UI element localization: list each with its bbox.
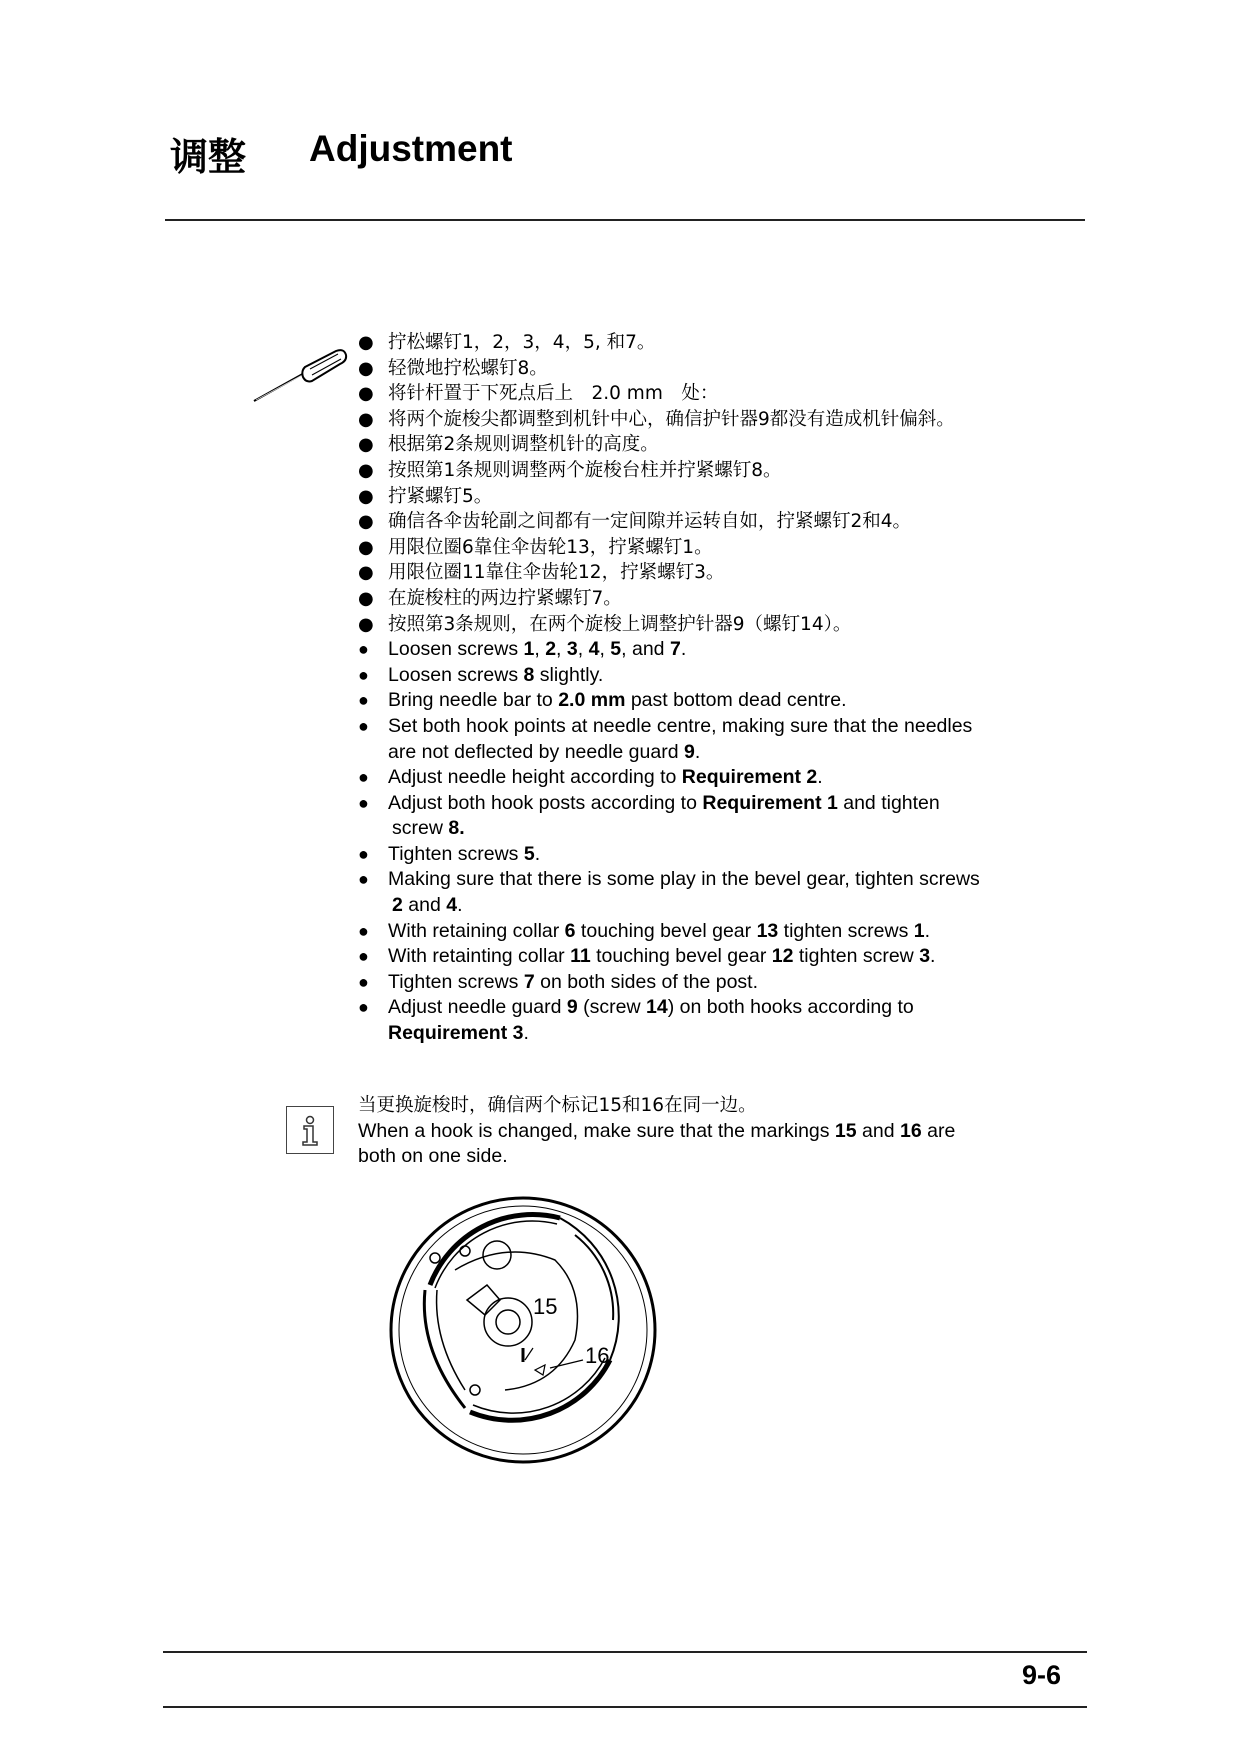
list-item: ● Adjust both hook posts according to Requirement 1 and tighten screw 8. <box>358 791 940 840</box>
bullet-icon: ● <box>358 690 369 711</box>
bullet-icon: ● <box>358 613 374 635</box>
bullet-icon: ● <box>358 536 374 558</box>
list-item: ● Making sure that there is some play in the bevel gear, tighten screws 2 and 4. <box>358 868 980 917</box>
marking-label-15: 15 <box>533 1294 558 1319</box>
bullet-icon: ● <box>358 997 369 1018</box>
list-item: ● 用限位圈6靠住伞齿轮13，拧紧螺钉1。 <box>358 535 1078 561</box>
bullet-icon: ● <box>358 332 374 353</box>
bullet-icon: ● <box>358 767 369 788</box>
page-title-chinese: 调整 <box>170 135 247 179</box>
list-item: ● 确信各伞齿轮副之间都有一定间隙并运转自如，拧紧螺钉2和4。 <box>358 509 1078 535</box>
bullet-icon: ● <box>358 639 369 660</box>
screwdriver-icon <box>250 345 350 405</box>
bullet-icon: ● <box>358 715 369 736</box>
list-item: ● 拧紧螺钉5。 <box>358 484 1078 510</box>
bullet-icon: ● <box>358 511 374 533</box>
page-number: 9-6 <box>1022 1660 1062 1690</box>
list-item: ● 按照第3条规则，在两个旋梭上调整护针器9（螺钉14）。 <box>358 612 1078 638</box>
bullet-icon: ● <box>358 843 369 864</box>
info-icon <box>286 1106 334 1154</box>
list-item: ● 在旋梭柱的两边拧紧螺钉7。 <box>358 586 1078 612</box>
list-item: ● Tighten screws 5. <box>358 842 1078 868</box>
list-item: ● 用限位圈11靠住伞齿轮12，拧紧螺钉3。 <box>358 560 1078 586</box>
bullet-icon: ● <box>358 946 369 967</box>
list-item: ● 将针杆置于下死点后上 2.0 mm 处： <box>358 381 1078 407</box>
list-item: ● 轻微地拧松螺钉8。 <box>358 356 1078 382</box>
page-title: Adjustment <box>309 128 513 169</box>
list-item: ● Tighten screws 7 on both sides of the post. <box>358 970 1078 996</box>
hook-diagram <box>385 1190 665 1470</box>
list-item: ● Loosen screws 1, 2, 3, 4, 5, and 7. <box>358 637 1078 663</box>
bullet-icon: ● <box>358 408 374 430</box>
bullet-icon: ● <box>358 920 369 941</box>
bullet-icon: ● <box>358 434 374 456</box>
bullet-icon: ● <box>358 792 369 813</box>
list-item: ● With retainting collar 11 touching bevel gear 12 tighten screw 3. <box>358 944 1078 970</box>
list-item: ● Set both hook points at needle centre, making sure that the needles are not deflected by needle guard 9. <box>358 714 973 763</box>
marking-label-16: 16 <box>585 1343 610 1368</box>
instruction-list <box>358 330 1078 1047</box>
header-divider <box>165 219 1085 221</box>
bullet-icon: ● <box>358 562 374 584</box>
list-item: ● 将两个旋梭尖都调整到机针中心，确信护针器9都没有造成机针偏斜。 <box>358 407 1078 433</box>
footer-divider-top <box>163 1651 1087 1653</box>
list-item: ● 拧松螺钉1，2，3，4，5, 和7。 <box>358 330 1078 356</box>
footer-divider-bottom <box>163 1706 1087 1708</box>
list-item: ● Adjust needle guard 9 (screw 14) on both hooks according to Requirement 3. <box>358 996 914 1045</box>
bullet-icon: ● <box>358 357 374 379</box>
bullet-icon: ● <box>358 869 369 890</box>
bullet-icon: ● <box>358 383 374 405</box>
list-item: ● 按照第1条规则调整两个旋梭台柱并拧紧螺钉8。 <box>358 458 1078 484</box>
bullet-icon: ● <box>358 971 369 992</box>
bullet-icon: ● <box>358 459 374 481</box>
bullet-icon: ● <box>358 664 369 685</box>
list-item: ● 根据第2条规则调整机针的高度。 <box>358 432 1078 458</box>
list-item: ● With retaining collar 6 touching bevel gear 13 tighten screws 1. <box>358 919 1078 945</box>
list-item: ● Bring needle bar to 2.0 mm past bottom dead centre. <box>358 688 1078 714</box>
list-item: ● Adjust needle height according to Requirement 2. <box>358 765 1078 791</box>
list-item: ● Loosen screws 8 slightly. <box>358 663 1078 689</box>
note-text: 当更换旋梭时，确信两个标记15和16在同一边。 When a hook is changed, make sure that the markings 15 and 16 are both on one side. <box>358 1095 956 1168</box>
bullet-icon: ● <box>358 587 374 609</box>
bullet-icon: ● <box>358 485 374 507</box>
